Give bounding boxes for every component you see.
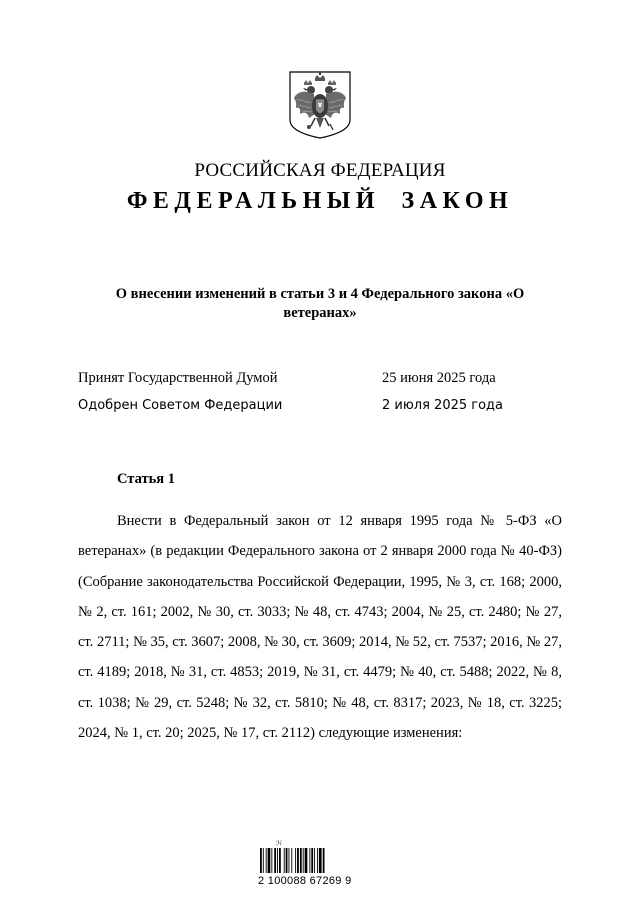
article-heading: Статья 1: [117, 471, 175, 487]
barcode-number: 2 100088 67269 9: [258, 875, 352, 887]
article-body: Внести в Федеральный закон от 12 января 1995 года № 5-ФЗ «О ветеранах» (в редакции Федерального закона от 2 января 2000 года № 40-ФЗ) (Собрание законодательства Российской Федерации, 1995, № 3, ст. 168; 2000, № 2, ст. 161; 2002, № 30, ст. 3033; № 48, ст. 4743; 2004, № 25, ст. 2480; № 27, ст. 2711; № 35, ст. 3607; 2008, № 30, ст. 3609; 2014, № 52, ст. 7537; 2016, № 27, ст. 4189; 2018, № 31, ст. 4853; 2019, № 31, ст. 4479; № 40, ст. 5488; 2022, № 8, ст. 1038; № 29, ст. 5248; № 32, ст. 5810; № 48, ст. 8317; 2023, № 18, ст. 3225; 2024, № 1, ст. 20; 2025, № 17, ст. 2112) следующие изменения:: [78, 513, 562, 742]
svg-text:ℋ: ℋ: [276, 841, 282, 847]
law-title: О внесении изменений в статьи 3 и 4 Федерального закона «О ветеранах»: [115, 286, 525, 321]
council-label: Одобрен Советом Федерации: [78, 398, 283, 413]
duma-label: Принят Государственной Думой: [78, 370, 278, 386]
country-name: РОССИЙСКАЯ ФЕДЕРАЦИЯ: [194, 160, 446, 181]
duma-date: 25 июня 2025 года: [382, 370, 496, 386]
council-date: 2 июля 2025 года: [382, 398, 504, 413]
coat-of-arms-icon: [287, 70, 353, 140]
document-type-heading: ФЕДЕРАЛЬНЫЙ ЗАКОН: [126, 188, 514, 214]
